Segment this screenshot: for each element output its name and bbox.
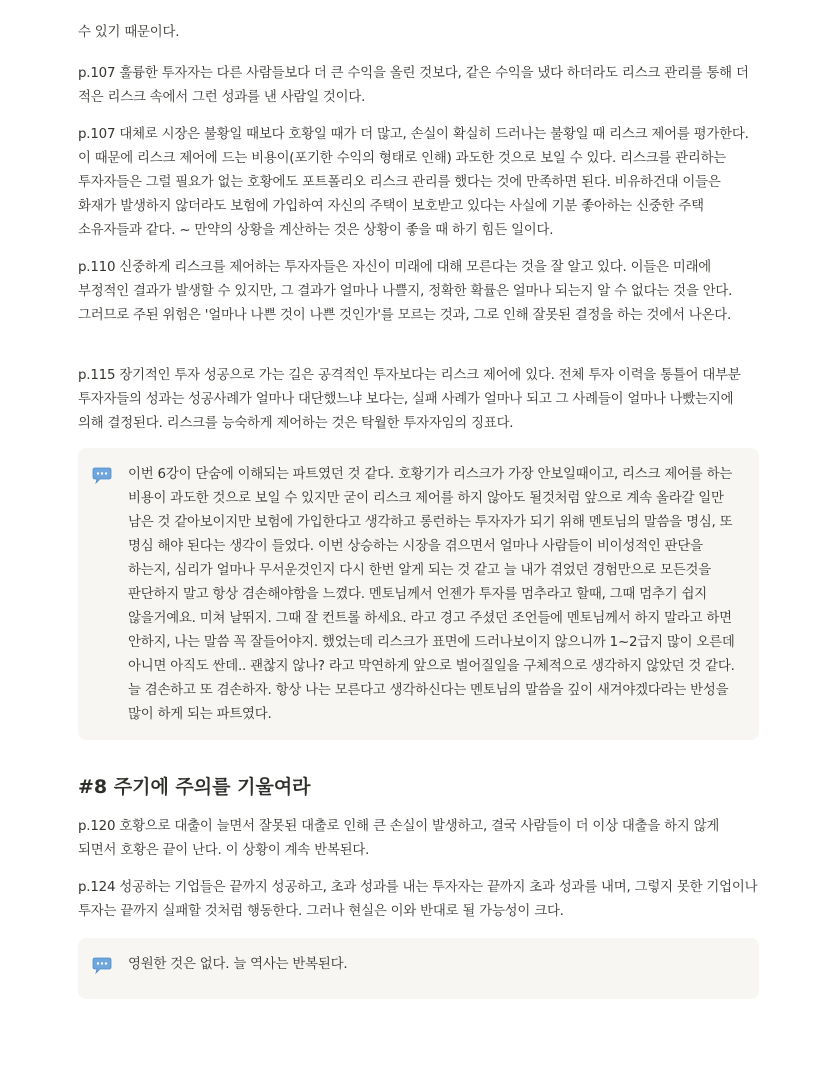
quote-paragraph: p.107 대체로 시장은 불황일 때보다 호황일 때가 더 많고, 손실이 확실히 드러나는 불황일 때 리스크 제어를 평가한다. 이 때문에 리스크 제어에 드는 비용이(포기한 수익의 형태로 인해) 과도한 것으로 보일 수 있다. 리스크를 관리하는 투자자들은 그럴 필요가 없는 호황에도 포트폴리오 리스크 관리를 했다는 것에 만족하면 된다. 비유하건대 이들은 화재가 발생하지 않더라도 보험에 가입하여 자신의 주택이 보호받고 있다는 사실에 기분 좋아하는 신중한 주택 소유자들과 같다. ~ 만약의 상황을 계산하는 것은 상황이 좋을 때 하기 힘든 일이다. (78, 127, 749, 238)
quote-paragraph: p.107 훌륭한 투자자는 다른 사람들보다 더 큰 수익을 올린 것보다, 같은 수익을 냈다 하더라도 리스크 관리를 통해 더 적은 리스크 속에서 그런 성과를 낸 사람일 것이다. (78, 66, 749, 105)
intro-text: 수 있기 때문이다. (78, 25, 180, 40)
quote-paragraph: p.110 신중하게 리스크를 제어하는 투자자들은 자신이 미래에 대해 모른다는 것을 잘 알고 있다. 이들은 미래에 부정적인 결과가 발생할 수 있지만, 그 결과가 얼마나 나쁠지, 정확한 확률은 얼마나 되는지 알 수 없다는 것을 안다. 그러므로 주된 위험은 '얼마나 나쁜 것이 나쁜 것인가'를 모르는 것과, 그로 인해 잘못된 결정을 하는 것에서 나온다. (78, 260, 733, 323)
quote-paragraph: p.124 성공하는 기업들은 끝까지 성공하고, 초과 성과를 내는 투자자는 끝까지 초과 성과를 내며, 그렇지 못한 기업이나 투자는 끝까지 실패할 것처럼 행동한다. 그러나 현실은 이와 반대로 될 가능성이 크다. (78, 880, 758, 919)
reflection-callout (78, 938, 759, 999)
callout-text: 영원한 것은 없다. 늘 역사는 반복된다. (128, 957, 348, 972)
callout-text: 이번 6강이 단숨에 이해되는 파트였던 것 같다. 호황기가 리스크가 가장 안보일때이고, 리스크 제어를 하는 비용이 과도한 것으로 보일 수 있지만 굳이 리스크 제어를 하지 않아도 될것처럼 앞으로 계속 올라갈 일만 남은 것 같아보이지만 보험에 가입한다고 생각하고 롱런하는 투자자가 되기 위해 멘토님의 말씀을 명심, 또 명심 해야 된다는 생각이 들었다. 이번 상승하는 시장을 겪으면서 얼마나 사람들이 비이성적인 판단을 하는지, 심리가 얼마나 무서운것인지 다시 한번 알게 되는 것 같고 늘 내가 겪었던 경험만으로 모든것을 판단하지 말고 항상 겸손해야함을 느꼈다. 멘토님께서 언젠가 투자를 멈추라고 할때, 그때 멈추기 쉽지 않을거예요. 미쳐 날뛰지. 그때 잘 컨트롤 하세요. 라고 경고 주셨던 조언들에 멘토님께서 하지 말라고 하면 안하지, 나는 말씀 꼭 잘들어야지. 했었는데 리스크가 표면에 드러나보이지 않으니까 1~2급지 많이 오른데 아니면 아직도 싼데.. 괜찮지 않나? 라고 막연하게 앞으로 벌어질일을 구체적으로 생각하지 않았던 것 같다. 늘 겸손하고 또 겸손하자. 항상 나는 모른다고 생각하신다는 멘토님의 말씀을 깊이 새겨야겠다라는 반성을 많이 하게 되는 파트였다. (128, 467, 735, 722)
quote-paragraph: p.115 장기적인 투자 성공으로 가는 길은 공격적인 투자보다는 리스크 제어에 있다. 전체 투자 이력을 통틀어 대부분 투자자들의 성과는 성공사례가 얼마나 대단했느냐 보다는, 실패 사례가 얼마나 되고 그 사례들이 얼마나 나빴는지에 의해 결정된다. 리스크를 능숙하게 제어하는 것은 탁월한 투자자임의 징표다. (78, 368, 741, 431)
section-heading: #8 주기에 주의를 기울여라 (78, 776, 311, 798)
speech-bubble-icon (92, 957, 112, 975)
speech-bubble-icon (92, 467, 112, 485)
quote-paragraph: p.120 호황으로 대출이 늘면서 잘못된 대출로 인해 큰 손실이 발생하고, 결국 사람들이 더 이상 대출을 하지 않게 되면서 호황은 끝이 난다. 이 상황이 계속 반복된다. (78, 819, 720, 858)
reflection-callout (78, 448, 759, 740)
